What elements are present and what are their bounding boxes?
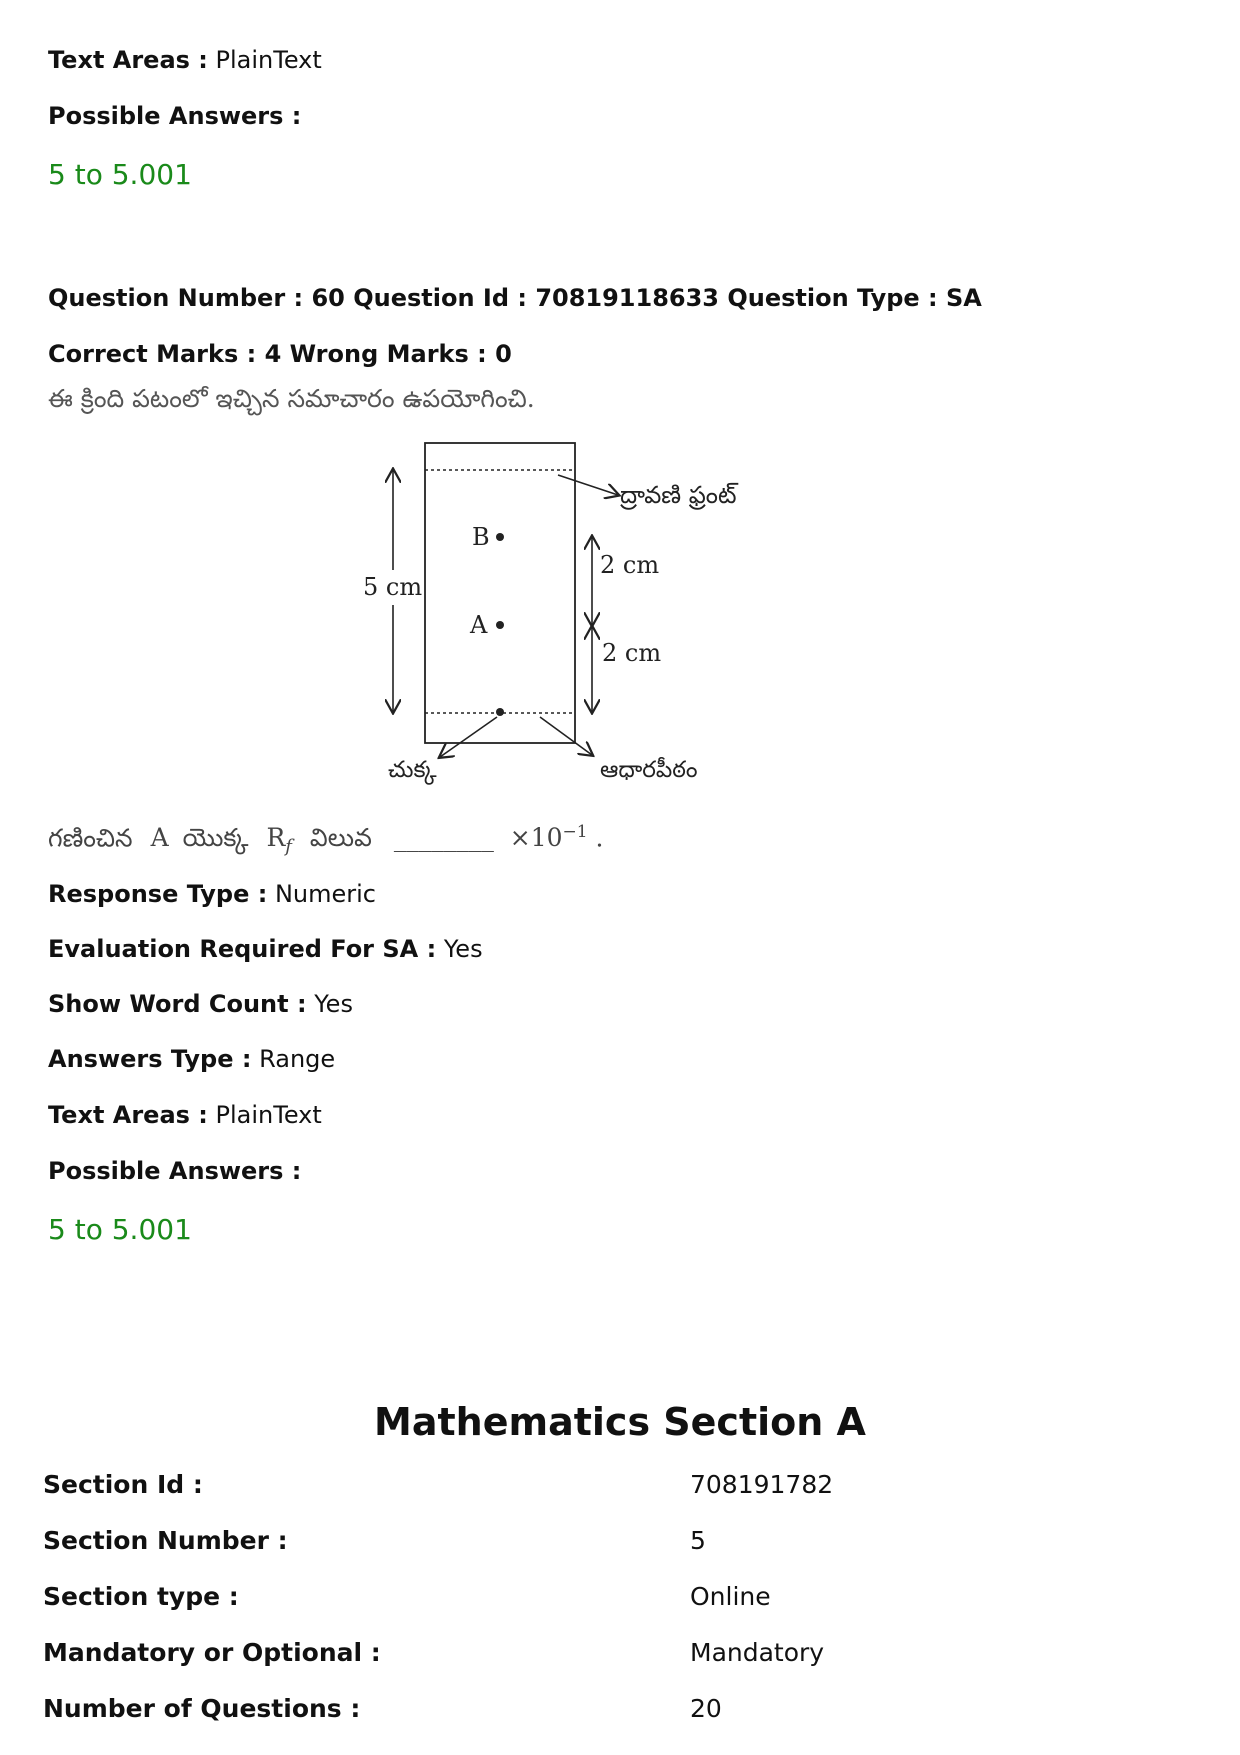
spot-dot — [496, 708, 504, 716]
prev-text-areas-label: Text Areas : — [48, 46, 208, 74]
prompt-end: . — [595, 823, 604, 853]
text-areas-label: Text Areas : — [48, 1101, 208, 1129]
spot-arrow — [440, 717, 497, 757]
response-type-label: Response Type : — [48, 880, 268, 908]
answers-type-label: Answers Type : — [48, 1045, 252, 1073]
section-row-value: Online — [690, 1582, 771, 1611]
show-word-count — [48, 990, 353, 1018]
prev-text-areas-value: PlainText — [215, 46, 322, 74]
section-row-label: Number of Questions : — [43, 1694, 361, 1723]
evaluation-required-value: Yes — [443, 935, 483, 963]
prompt-of: యొక్క — [182, 823, 249, 853]
prompt-exp: −1 — [562, 822, 588, 842]
prompt-var: A — [150, 823, 169, 853]
prompt-blank: ________ — [393, 823, 494, 853]
prompt-rf — [266, 823, 292, 858]
response-type-value: Numeric — [274, 880, 376, 908]
section-row-label: Mandatory or Optional : — [43, 1638, 381, 1667]
section-row-value: 708191782 — [690, 1470, 834, 1499]
section-title: Mathematics Section A — [374, 1400, 866, 1444]
prompt-value: విలువ — [309, 823, 372, 853]
prompt-before: గణించిన — [48, 823, 133, 853]
height-label: 5 cm — [363, 573, 423, 601]
tlc-diagram — [0, 425, 1240, 805]
prev-answer: 5 to 5.001 — [48, 158, 192, 191]
answers-type — [48, 1045, 335, 1073]
prev-possible-answers-label: Possible Answers : — [48, 102, 302, 130]
prompt-rf-sub: f — [285, 836, 292, 858]
evaluation-required-label: Evaluation Required For SA : — [48, 935, 437, 963]
possible-answers — [48, 1157, 301, 1185]
point-a-label: A — [470, 611, 488, 639]
base-arrow — [540, 717, 592, 755]
spot-label: చుక్క — [388, 757, 437, 783]
section-row-value: 20 — [690, 1694, 722, 1723]
solvent-front-arrow — [558, 475, 618, 495]
show-word-count-value: Yes — [314, 990, 353, 1018]
prev-possible-answers — [48, 102, 301, 130]
question-marks: Correct Marks : 4 Wrong Marks : 0 — [48, 340, 512, 368]
show-word-count-label: Show Word Count : — [48, 990, 307, 1018]
tlc-plate — [425, 443, 575, 743]
point-a-dot — [496, 621, 504, 629]
prompt-times: ×10 — [509, 823, 563, 853]
response-type — [48, 880, 376, 908]
evaluation-required — [48, 935, 483, 963]
question-prompt — [48, 822, 604, 859]
section-row-label: Section type : — [43, 1582, 239, 1611]
prompt-rf-r: R — [266, 823, 286, 853]
point-b-label: B — [472, 523, 490, 551]
answer: 5 to 5.001 — [48, 1213, 192, 1246]
upper-gap-label: 2 cm — [600, 551, 660, 579]
text-areas — [48, 1101, 322, 1129]
solvent-front-label: ద్రావణి ఫ్రంట్ — [620, 481, 737, 509]
answers-type-value: Range — [259, 1045, 336, 1073]
possible-answers-label: Possible Answers : — [48, 1157, 302, 1185]
prev-text-areas — [48, 46, 322, 74]
section-row-label: Section Number : — [43, 1526, 288, 1555]
question-header: Question Number : 60 Question Id : 70819118633 Question Type : SA — [48, 284, 982, 312]
point-b-dot — [496, 533, 504, 541]
question-intro: ఈ క్రింది పటంలో ఇచ్చిన సమాచారం ఉపయోగించి. — [48, 384, 535, 413]
base-label: ఆధారపీఠం — [600, 757, 698, 783]
section-row-label: Section Id : — [43, 1470, 203, 1499]
text-areas-value: PlainText — [215, 1101, 322, 1129]
section-row-value: Mandatory — [690, 1638, 825, 1667]
lower-gap-label: 2 cm — [602, 639, 662, 667]
section-row-value: 5 — [690, 1526, 706, 1555]
